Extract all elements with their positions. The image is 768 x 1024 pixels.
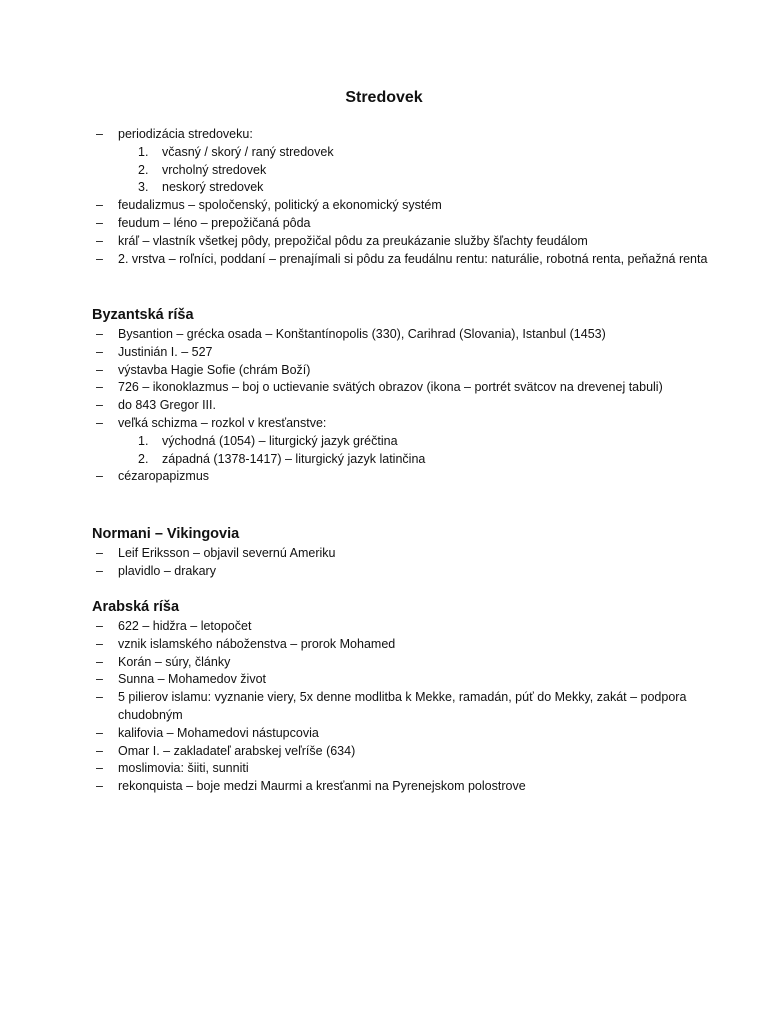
list-item [92, 379, 712, 397]
dash-marker: – [96, 636, 103, 651]
sublist-item-text: včasný / skorý / raný stredovek [162, 144, 334, 159]
list-item-text: Omar I. – zakladateľ arabskej veľríše (634) [118, 743, 356, 758]
dash-marker: – [96, 380, 103, 395]
bullet-list [92, 545, 712, 581]
section-arab [92, 598, 712, 796]
list-item-text: periodizácia stredoveku: [118, 127, 253, 141]
dash-marker: – [96, 725, 103, 740]
bullet-list [92, 326, 712, 486]
list-item [92, 215, 712, 233]
dash-marker: – [96, 563, 103, 578]
list-item-text: vznik islamského náboženstva – prorok Mohamed [118, 636, 396, 651]
list-item [92, 778, 712, 796]
list-item-text: 5 pilierov islamu: vyznanie viery, 5x denne modlitba k Mekke, ramadán, púť do Mekky, zakát – podpora chudobným [118, 690, 687, 722]
list-item [92, 344, 712, 362]
list-item [92, 233, 712, 251]
list-item [92, 545, 712, 563]
list-item-text: feudum – léno – prepožičaná pôda [118, 215, 311, 230]
list-item [92, 468, 712, 486]
dash-marker: – [96, 362, 103, 377]
list-item [92, 197, 712, 215]
list-item [92, 618, 712, 636]
list-item [92, 326, 712, 344]
sublist-number: 1. [138, 433, 149, 448]
dash-marker: – [96, 127, 103, 141]
sublist-number: 1. [138, 144, 149, 159]
list-item [92, 743, 712, 761]
dash-marker: – [96, 779, 103, 794]
list-item-text: veľká schizma – rozkol v kresťanstve: [118, 415, 327, 430]
numbered-sublist [118, 144, 712, 197]
dash-marker: – [96, 251, 103, 266]
list-item [92, 397, 712, 415]
list-item [92, 760, 712, 778]
list-item [92, 725, 712, 743]
dash-marker: – [96, 761, 103, 776]
sublist-item [118, 451, 712, 469]
section-heading: Normani – Vikingovia [92, 526, 240, 542]
section-heading: Byzantská ríša [92, 307, 194, 323]
dash-marker: – [96, 233, 103, 248]
dash-marker: – [96, 215, 103, 230]
list-item [92, 563, 712, 581]
bullet-list [92, 618, 712, 796]
dash-marker: – [96, 743, 103, 758]
sublist-item [118, 179, 712, 197]
dash-marker: – [96, 546, 103, 560]
list-item-text: Justinián I. – 527 [118, 344, 213, 359]
list-item-text: kalifovia – Mohamedovi nástupcovia [118, 725, 319, 740]
list-item-text: 622 – hidžra – letopočet [118, 619, 252, 633]
list-item [92, 415, 712, 468]
section-intro [92, 126, 712, 268]
list-item-text: 2. vrstva – roľníci, poddaní – prenajímali si pôdu za feudálnu rentu: naturálie, robotná renta, peňažná renta [118, 251, 708, 266]
sublist-item [118, 144, 712, 162]
section-byzantine [92, 306, 712, 486]
bullet-list [92, 126, 712, 268]
dash-marker: – [96, 619, 103, 633]
dash-marker: – [96, 344, 103, 359]
dash-marker: – [96, 672, 103, 687]
list-item-text: kráľ – vlastník všetkej pôdy, prepožičal pôdu za preukázanie služby šľachty feudálom [118, 233, 588, 248]
sublist-item-text: vrcholný stredovek [162, 162, 267, 177]
sublist-item [118, 433, 712, 451]
sublist-number: 2. [138, 451, 149, 466]
list-item-text: Korán – súry, články [118, 654, 231, 669]
dash-marker: – [96, 327, 103, 341]
list-item-text: cézaropapizmus [118, 469, 210, 484]
list-item [92, 362, 712, 380]
sublist-item [118, 162, 712, 180]
list-item-text: rekonquista – boje medzi Maurmi a kresťanmi na Pyrenejskom polostrove [118, 779, 526, 794]
dash-marker: – [96, 415, 103, 430]
list-item-text: 726 – ikonoklazmus – boj o uctievanie svätých obrazov (ikona – portrét svätcov na drevenej tabuli) [118, 380, 663, 395]
list-item [92, 251, 712, 269]
dash-marker: – [96, 398, 103, 413]
list-item-text: Sunna – Mohamedov život [118, 672, 267, 687]
dash-marker: – [96, 469, 103, 484]
dash-marker: – [96, 690, 103, 705]
section-normans [92, 525, 712, 581]
list-item [92, 636, 712, 654]
list-item [92, 671, 712, 689]
list-item [92, 689, 712, 725]
list-item-text: Bysantion – grécka osada – Konštantínopolis (330), Carihrad (Slovania), Istanbul (1453) [118, 327, 606, 341]
list-item-text: plavidlo – drakary [118, 563, 216, 578]
sublist-item-text: západná (1378-1417) – liturgický jazyk latinčina [162, 451, 426, 466]
sublist-item-text: východná (1054) – liturgický jazyk gréčtina [162, 433, 398, 448]
list-item [92, 126, 712, 197]
dash-marker: – [96, 654, 103, 669]
list-item-text: Leif Eriksson – objavil severnú Ameriku [118, 546, 336, 560]
list-item [92, 654, 712, 672]
list-item-text: do 843 Gregor III. [118, 398, 216, 413]
sublist-number: 3. [138, 180, 149, 195]
sublist-item-text: neskorý stredovek [162, 180, 264, 195]
page-title: Stredovek [345, 89, 423, 106]
list-item-text: feudalizmus – spoločenský, politický a ekonomický systém [118, 198, 442, 213]
numbered-sublist [118, 433, 712, 469]
list-item-text: výstavba Hagie Sofie (chrám Boží) [118, 362, 311, 377]
list-item-text: moslimovia: šiiti, sunniti [118, 761, 249, 776]
sublist-number: 2. [138, 162, 149, 177]
dash-marker: – [96, 198, 103, 213]
section-heading: Arabská ríša [92, 599, 180, 615]
